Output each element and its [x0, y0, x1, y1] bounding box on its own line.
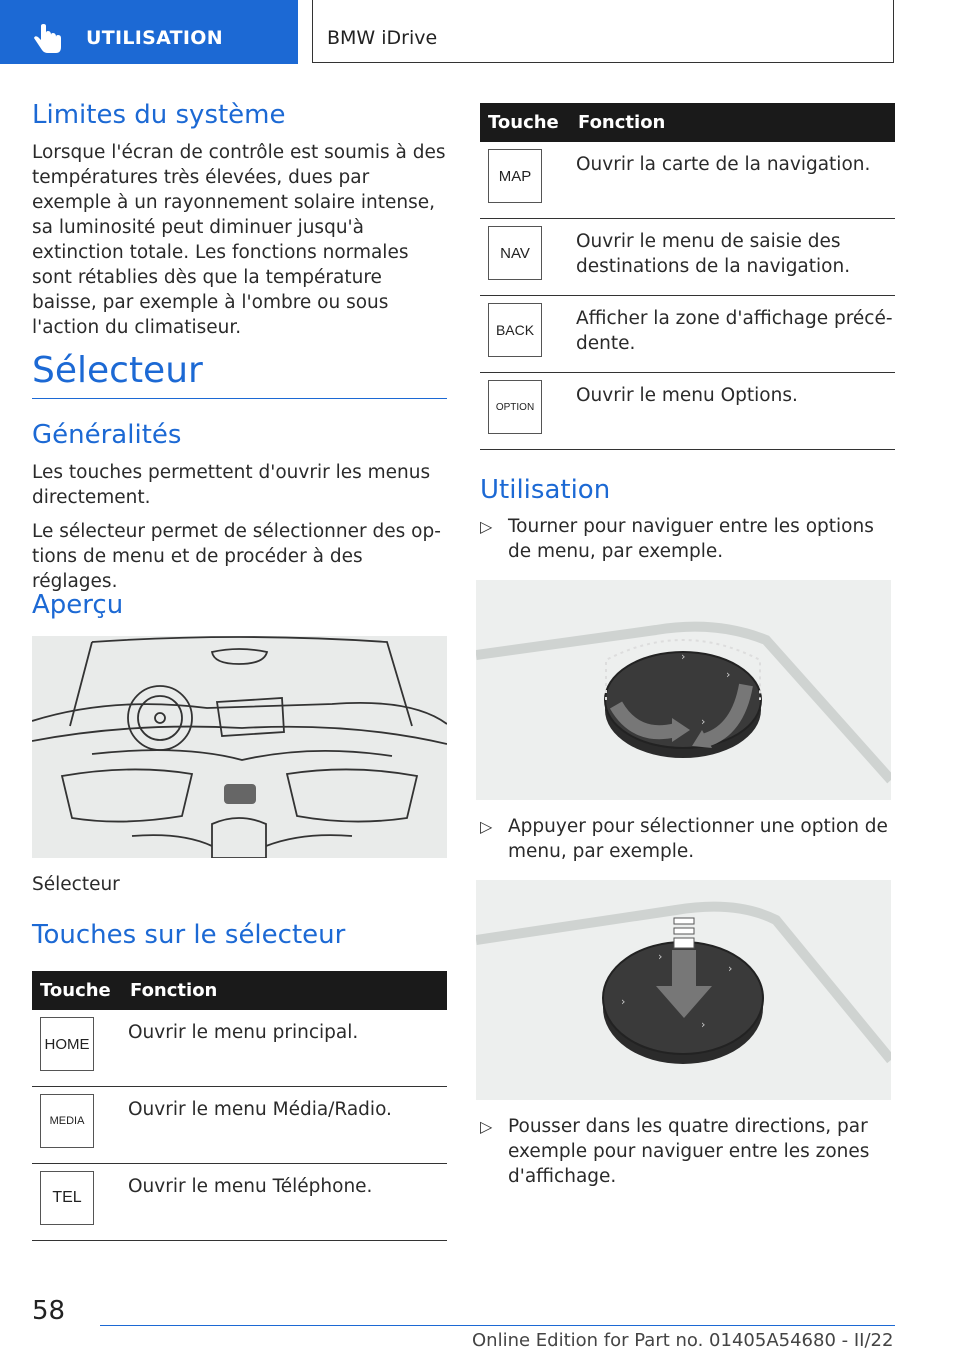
bullet-push: [480, 1114, 895, 1192]
media-key-icon: MEDIA: [40, 1094, 94, 1148]
table-row: [32, 1087, 447, 1164]
bullet-marker: ▷: [480, 1117, 493, 1136]
bullet-marker: ▷: [480, 817, 493, 836]
section-label: UTILISATION: [86, 27, 223, 49]
key-function: Ouvrir le menu Téléphone.: [128, 1176, 373, 1197]
table-row: [480, 296, 895, 373]
controller-press-illustration: [476, 880, 891, 1100]
table-header-row: [32, 971, 447, 1010]
bullet-rotate: [480, 514, 895, 566]
selector-heading: Sélecteur: [32, 350, 203, 391]
keys-table-left: [32, 971, 447, 1241]
svg-text:›: ›: [726, 668, 731, 681]
cockpit-illustration: [32, 636, 447, 858]
bullet-text: Tourner pour naviguer entre les options de menu, par exemple.: [508, 516, 874, 562]
section-tab: [0, 0, 298, 64]
keys-table-right: [480, 103, 895, 450]
table-row: [480, 373, 895, 450]
key-function: Ouvrir le menu Options.: [576, 385, 798, 406]
tel-key-icon: TEL: [40, 1171, 94, 1225]
col-header-key: Touche: [32, 971, 122, 1010]
general-paragraph-1: Les touches permettent d'ouvrir les menus directement.: [32, 462, 431, 508]
col-header-function: Fonction: [122, 971, 447, 1010]
col-header-function: Fonction: [570, 103, 895, 142]
svg-text:›: ›: [621, 995, 626, 1008]
col-header-key: Touche: [480, 103, 570, 142]
chapter-title: BMW iDrive: [327, 27, 438, 49]
limits-heading: Limites du système: [32, 100, 286, 130]
svg-text:›: ›: [681, 650, 686, 663]
hand-pointer-icon: [32, 24, 64, 54]
nav-key-icon: NAV: [488, 226, 542, 280]
bullet-marker: ▷: [480, 517, 493, 536]
bullet-text: Pousser dans les quatre directions, par exemple pour naviguer entre les zones d'affichage.: [508, 1116, 870, 1187]
svg-text:›: ›: [701, 715, 706, 728]
table-row: [480, 142, 895, 219]
keys-heading: Touches sur le sélecteur: [32, 920, 346, 950]
bullet-text: Appuyer pour sélectionner une option de menu, par exemple.: [508, 816, 888, 862]
page-number: 58: [32, 1296, 66, 1326]
chapter-title-box: [312, 0, 894, 63]
key-function: Ouvrir le menu de saisie des destinations de la navigation.: [576, 231, 851, 277]
heading-rule: [32, 398, 447, 399]
overview-caption: Sélecteur: [32, 874, 120, 895]
overview-heading: Aperçu: [32, 590, 124, 620]
edition-text: Online Edition for Part no. 01405A54680 - II/22: [472, 1330, 894, 1351]
table-row: [480, 219, 895, 296]
option-key-icon: OPTION: [488, 380, 542, 434]
bullet-press: [480, 814, 895, 866]
limits-body: Lorsque l'écran de contrôle est soumis à des températures très élevées, dues par exemple à un rayonnement solaire intense, sa luminosité peut diminuer jusqu'à extinction totale. Les fonctions normales sont rétablies dès que la température baisse, par exemple à l'ombre ou sous l'action du climatiseur.: [32, 142, 446, 338]
key-function: Ouvrir le menu Média/Radio.: [128, 1099, 392, 1120]
usage-heading: Utilisation: [480, 475, 611, 505]
home-key-icon: HOME: [40, 1017, 94, 1071]
key-function: Ouvrir le menu principal.: [128, 1022, 359, 1043]
footer-rule: [100, 1325, 895, 1326]
key-function: Afficher la zone d'affichage précédente.: [576, 308, 893, 354]
table-header-row: [480, 103, 895, 142]
general-paragraph-2: Le sélecteur permet de sélectionner des options de menu et de procéder à des réglages.: [32, 521, 441, 592]
svg-text:›: ›: [701, 1018, 706, 1031]
svg-text:›: ›: [728, 962, 733, 975]
table-row: [32, 1164, 447, 1241]
map-key-icon: MAP: [488, 149, 542, 203]
key-function: Ouvrir la carte de la navigation.: [576, 154, 871, 175]
svg-text:›: ›: [658, 950, 663, 963]
general-heading: Généralités: [32, 420, 182, 450]
table-row: [32, 1010, 447, 1087]
back-key-icon: BACK: [488, 303, 542, 357]
controller-rotate-illustration: [476, 580, 891, 800]
